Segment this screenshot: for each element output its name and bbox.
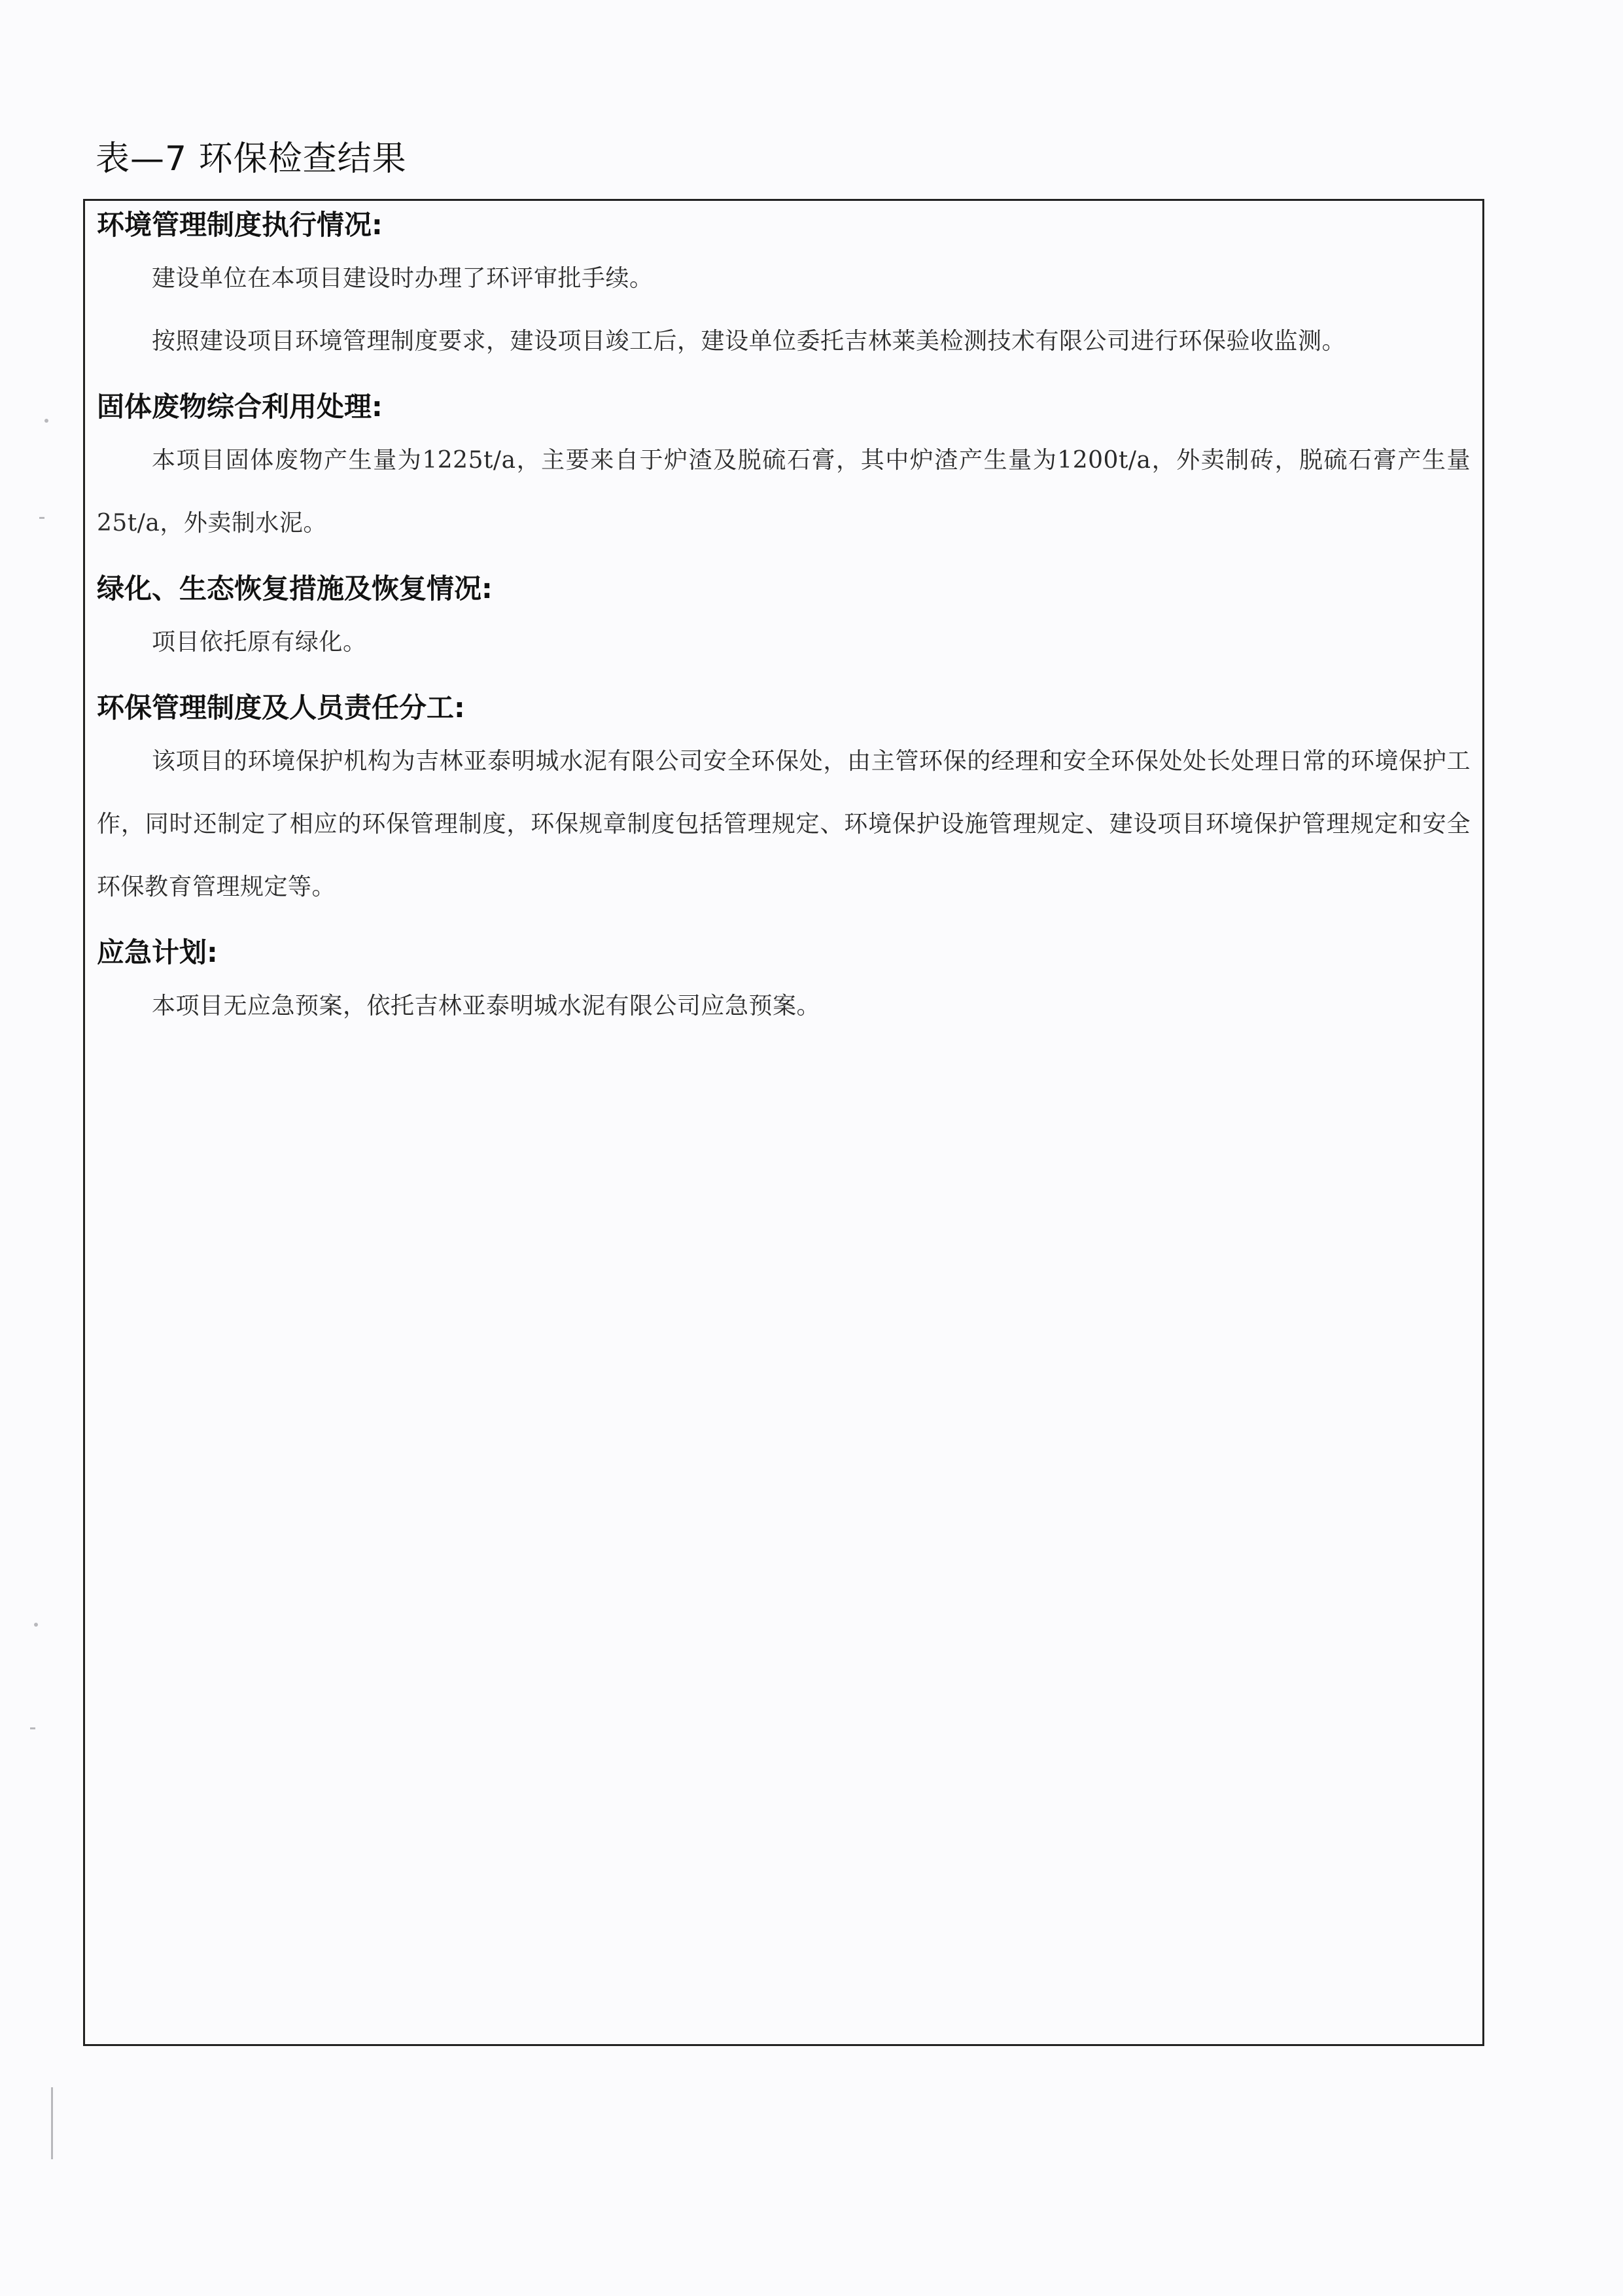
table-title: 表—7 环保检查结果 bbox=[96, 139, 407, 179]
paragraph-solid-waste: 本项目固体废物产生量为1225t/a，主要来自于炉渣及脱硫石膏，其中炉渣产生量为1200t/a，外卖制砖，脱硫石膏产生量25t/a，外卖制水泥。 bbox=[97, 447, 1471, 537]
section-heading-emergency: 应急计划: bbox=[97, 936, 218, 968]
binding-edge-mark bbox=[51, 2087, 53, 2159]
section-heading-solid-waste: 固体废物综合利用处理: bbox=[97, 391, 383, 423]
section-heading-env-management: 环境管理制度执行情况: bbox=[97, 209, 383, 241]
paragraph-emergency: 本项目无应急预案，依托吉林亚泰明城水泥有限公司应急预案。 bbox=[152, 993, 821, 1019]
binding-hole-mark bbox=[39, 517, 44, 519]
binding-hole-mark bbox=[30, 1727, 35, 1729]
binding-hole-mark bbox=[44, 419, 48, 423]
binding-hole-mark bbox=[34, 1623, 38, 1627]
paragraph-approval: 建设单位在本项目建设时办理了环评审批手续。 bbox=[152, 265, 654, 292]
paragraph-acceptance-monitoring: 按照建设项目环境管理制度要求，建设项目竣工后，建设单位委托吉林莱美检测技术有限公司进行环保验收监测。 bbox=[152, 328, 1346, 355]
paragraph-greening: 项目依托原有绿化。 bbox=[152, 629, 367, 656]
content-body bbox=[97, 200, 1471, 1038]
section-heading-greening: 绿化、生态恢复措施及恢复情况: bbox=[97, 573, 493, 605]
section-heading-responsibility: 环保管理制度及人员责任分工: bbox=[97, 692, 465, 724]
paragraph-responsibility: 该项目的环境保护机构为吉林亚泰明城水泥有限公司安全环保处，由主管环保的经理和安全环保处处长处理日常的环境保护工作，同时还制定了相应的环保管理制度，环保规章制度包括管理规定、环境保护设施管理规定、建设项目环境保护管理规定和安全环保教育管理规定等。 bbox=[97, 748, 1471, 900]
